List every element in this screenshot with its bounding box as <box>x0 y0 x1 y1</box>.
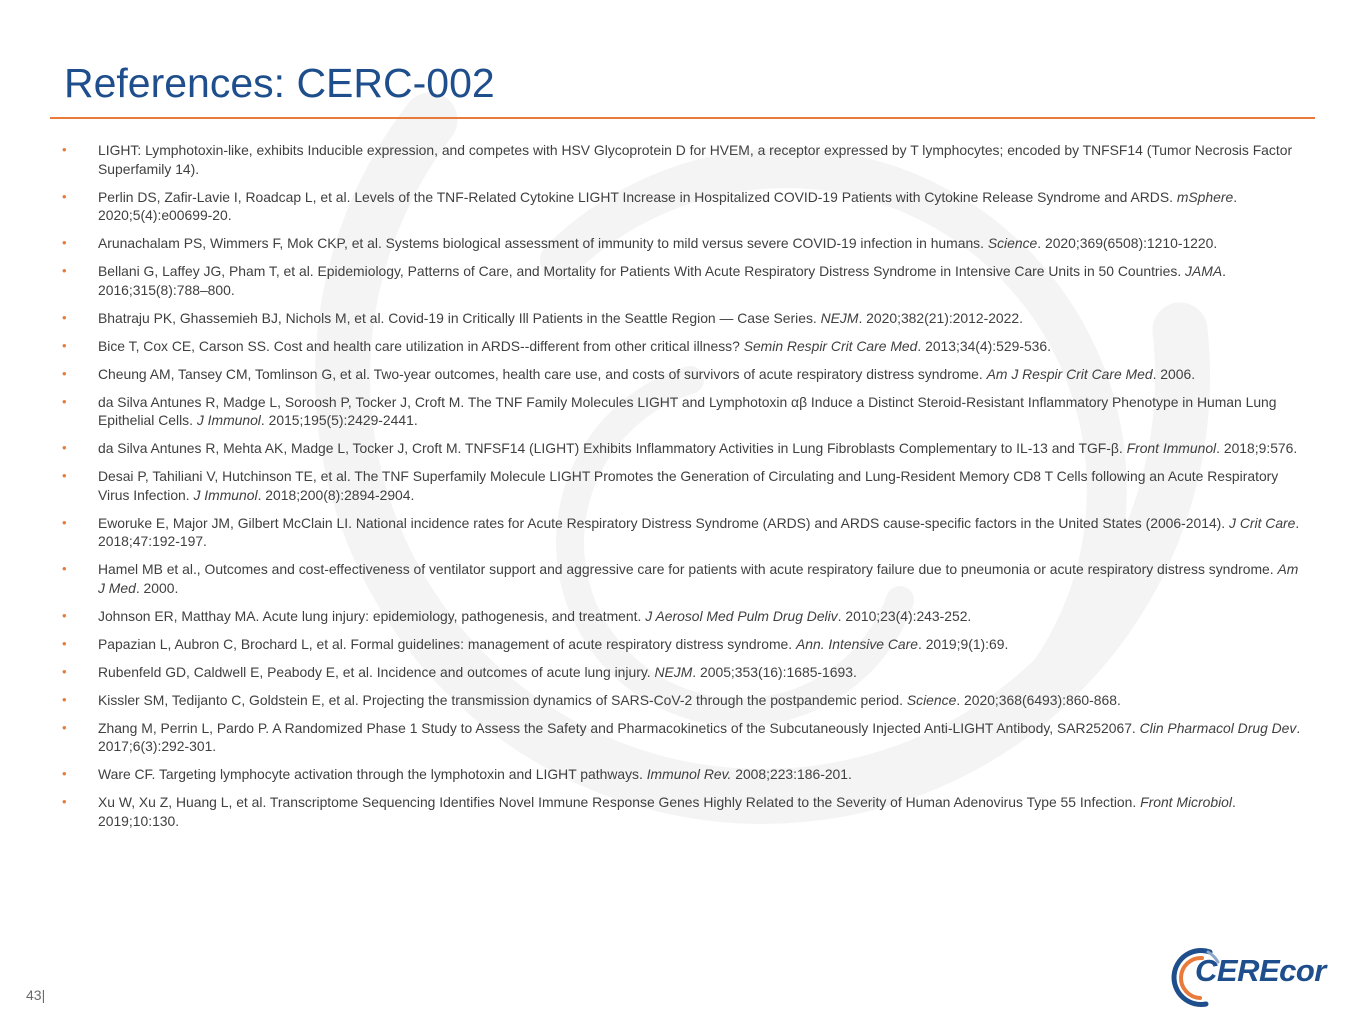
reference-segment: Papazian L, Aubron C, Brochard L, et al. Formal guidelines: management of acute respiratory distress syndrome. <box>98 635 796 652</box>
reference-text <box>98 310 1023 326</box>
reference-text <box>98 692 1121 708</box>
reference-segment: . 2020;382(21):2012-2022. <box>858 309 1023 326</box>
reference-list <box>62 141 1307 840</box>
reference-segment: . 2015;195(5):2429-2441. <box>260 412 418 428</box>
journal-name: Front Microbiol <box>1140 794 1232 810</box>
reference-item <box>62 262 1307 299</box>
reference-segment: da Silva Antunes R, Madge L, Soroosh P, Tocker J, Croft M. The TNF Family Molecules LIGHT and Lymphotoxin αβ Induce a Distinct Steroid-Resistant Inflammatory Phenotype in Human Lung Epithelial Cells. <box>98 393 1277 428</box>
journal-name: mSphere <box>1176 188 1234 205</box>
reference-segment: Bellani G, Laffey JG, Pham T, et al. Epidemiology, Patterns of Care, and Mortality for Patients With Acute Respiratory Distress Syndrome in Intensive Care Units in 50 Countries. <box>98 263 1186 279</box>
reference-segment: 2008;223:186-201. <box>731 766 852 782</box>
reference-segment: . 2005;353(16):1685-1693. <box>692 663 857 680</box>
reference-segment: Ware CF. Targeting lymphocyte activation through the lymphotoxin and LIGHT pathways. <box>98 766 647 782</box>
reference-segment: Perlin DS, Zafir-Lavie I, Roadcap L, et al. Levels of the TNF-Related Cytokine LIGHT Increase in Hospitalized COVID-19 Patients with Cytokine Release Syndrome and ARDS. <box>98 188 1177 205</box>
reference-text <box>98 664 857 680</box>
journal-name: J Aerosol Med Pulm Drug Deliv <box>645 607 838 624</box>
reference-segment: . 2020;369(6508):1210-1220. <box>1037 235 1218 251</box>
reference-segment: Cheung AM, Tansey CM, Tomlinson G, et al. Two-year outcomes, health care use, and costs of survivors of acute respiratory distress syndrome. <box>98 365 987 382</box>
bullet-icon: • <box>62 188 67 204</box>
journal-name: J Crit Care <box>1229 514 1296 531</box>
reference-item <box>62 514 1307 551</box>
title-divider <box>50 117 1315 119</box>
reference-item <box>62 635 1307 654</box>
bullet-icon: • <box>62 440 67 455</box>
reference-segment: Xu W, Xu Z, Huang L, et al. Transcriptome Sequencing Identifies Novel Immune Response Genes Highly Related to the Severity of Human Adenovirus Type 55 Infection. <box>98 794 1141 810</box>
reference-text <box>98 338 1051 354</box>
reference-item <box>62 607 1307 626</box>
journal-name: Am J Respir Crit Care Med <box>986 365 1153 382</box>
reference-segment: Zhang M, Perrin L, Pardo P. A Randomized Phase 1 Study to Assess the Safety and Pharmacokinetics of the Subcutaneously Injected Anti-LIGHT Antibody, SAR252067. <box>98 719 1140 736</box>
bullet-icon: • <box>62 235 67 250</box>
bullet-icon: • <box>62 142 67 157</box>
reference-text <box>98 468 1278 503</box>
reference-segment: Johnson ER, Matthay MA. Acute lung injury: epidemiology, pathogenesis, and treatment. <box>98 607 646 624</box>
bullet-icon: • <box>62 663 67 679</box>
reference-segment: Rubenfeld GD, Caldwell E, Peabody E, et al. Incidence and outcomes of acute lung injury. <box>98 663 655 680</box>
reference-segment: Eworuke E, Major JM, Gilbert McClain LI. National incidence rates for Acute Respiratory Distress Syndrome (ARDS) and ARDS cause-specific factors in the United States (2006-2014). <box>98 514 1230 531</box>
reference-item <box>62 691 1307 710</box>
reference-segment: . 2006. <box>1152 365 1196 382</box>
reference-item <box>62 365 1307 384</box>
reference-segment: Kissler SM, Tedijanto C, Goldstein E, et al. Projecting the transmission dynamics of SARS-CoV-2 through the postpandemic period. <box>98 691 907 708</box>
reference-text <box>98 608 971 624</box>
reference-item <box>62 309 1307 328</box>
bullet-icon: • <box>62 561 67 576</box>
reference-text <box>98 794 1236 829</box>
reference-item <box>62 234 1307 253</box>
reference-segment: Desai P, Tahiliani V, Hutchinson TE, et al. The TNF Superfamily Molecule LIGHT Promotes the Generation of Circulating and Lung-Resident Memory CD8 T Cells following an Acute Respiratory Virus Infection. <box>98 468 1279 503</box>
reference-item <box>62 560 1307 597</box>
reference-segment: . 2019;9(1):69. <box>917 635 1009 652</box>
bullet-icon: • <box>62 337 67 353</box>
reference-segment: LIGHT: Lymphotoxin-like, exhibits Inducible expression, and competes with HSV Glycoprotein D for HVEM, a receptor expressed by T lymphocytes; encoded by TNFSF14 (Tumor Necrosis Factor Superfamily 14). <box>98 142 1293 177</box>
journal-name: Am J Med <box>98 561 1299 596</box>
journal-name: Semin Respir Crit Care Med <box>743 337 918 354</box>
bullet-icon: • <box>62 719 67 735</box>
reference-item <box>62 439 1307 458</box>
bullet-icon: • <box>62 393 67 409</box>
reference-text <box>98 142 1292 177</box>
journal-name: J Immunol <box>196 412 261 428</box>
reference-text <box>98 189 1237 224</box>
reference-segment: . 2017;6(3):292-301. <box>98 719 1301 754</box>
reference-segment: Arunachalam PS, Wimmers F, Mok CKP, et al. Systems biological assessment of immunity to mild versus severe COVID-19 infection in humans. <box>98 235 988 251</box>
reference-segment: . 2013;34(4):529-536. <box>917 337 1051 354</box>
bullet-icon: • <box>62 365 67 381</box>
journal-name: JAMA <box>1185 263 1223 279</box>
journal-name: Science <box>906 691 957 708</box>
logo-wordmark: CEREcor <box>1195 953 1326 988</box>
reference-segment: . 2020;5(4):e00699-20. <box>98 188 1238 223</box>
reference-segment: . 2018;47:192-197. <box>98 514 1300 549</box>
reference-segment: . 2010;23(4):243-252. <box>837 607 972 624</box>
bullet-icon: • <box>62 309 67 325</box>
reference-segment: . 2016;315(8):788–800. <box>98 263 1226 298</box>
reference-segment: . 2000. <box>135 579 179 596</box>
page-title: References: CERC-002 <box>64 60 495 106</box>
bullet-icon: • <box>62 263 67 278</box>
bullet-icon: • <box>62 468 67 483</box>
reference-text <box>98 636 1008 652</box>
reference-item <box>62 188 1307 225</box>
reference-segment: . 2019;10:130. <box>98 794 1236 829</box>
journal-name: Clin Pharmacol Drug Dev <box>1139 719 1297 736</box>
bullet-icon: • <box>62 607 67 623</box>
journal-name: Ann. Intensive Care <box>795 635 918 652</box>
reference-segment: da Silva Antunes R, Mehta AK, Madge L, Tocker J, Croft M. TNFSF14 (LIGHT) Exhibits Inflammatory Activities in Lung Fibroblasts Complementary to IL-13 and TGF-β. <box>98 440 1127 456</box>
reference-text <box>98 235 1217 251</box>
reference-segment: . 2020;368(6493):860-868. <box>956 691 1121 708</box>
journal-name: Immunol Rev. <box>646 766 732 782</box>
journal-name: NEJM <box>820 309 859 326</box>
reference-item <box>62 393 1307 430</box>
reference-item <box>62 467 1307 504</box>
reference-text <box>98 394 1277 429</box>
bullet-icon: • <box>62 514 67 530</box>
reference-item <box>62 765 1307 784</box>
journal-name: J Immunol <box>193 486 258 503</box>
bullet-icon: • <box>62 691 67 707</box>
reference-item <box>62 663 1307 682</box>
reference-text <box>98 561 1298 596</box>
reference-text <box>98 766 852 782</box>
journal-name: NEJM <box>654 663 693 680</box>
reference-segment: Hamel MB et al., Outcomes and cost-effectiveness of ventilator support and aggressive care for patients with acute respiratory failure due to pneumonia or acute respiratory distress syndrome. <box>98 561 1278 577</box>
bullet-icon: • <box>62 635 67 651</box>
reference-item <box>62 337 1307 356</box>
reference-text <box>98 720 1300 755</box>
bullet-icon: • <box>62 766 67 781</box>
reference-text <box>98 366 1195 382</box>
journal-name: Front Immunol <box>1126 440 1217 456</box>
reference-segment: Bhatraju PK, Ghassemieh BJ, Nichols M, et al. Covid-19 in Critically Ill Patients in the Seattle Region — Case Series. <box>98 309 821 326</box>
reference-item <box>62 719 1307 756</box>
page-number: 43| <box>26 987 46 1003</box>
reference-item <box>62 141 1307 178</box>
reference-text <box>98 515 1299 550</box>
reference-item <box>62 793 1307 830</box>
reference-segment: . 2018;9:576. <box>1216 440 1298 456</box>
reference-text <box>98 440 1297 456</box>
reference-segment: Bice T, Cox CE, Carson SS. Cost and health care utilization in ARDS--different from other critical illness? <box>98 337 744 354</box>
journal-name: Science <box>987 235 1038 251</box>
reference-text <box>98 263 1226 298</box>
reference-segment: . 2018;200(8):2894-2904. <box>257 486 415 503</box>
bullet-icon: • <box>62 794 67 809</box>
